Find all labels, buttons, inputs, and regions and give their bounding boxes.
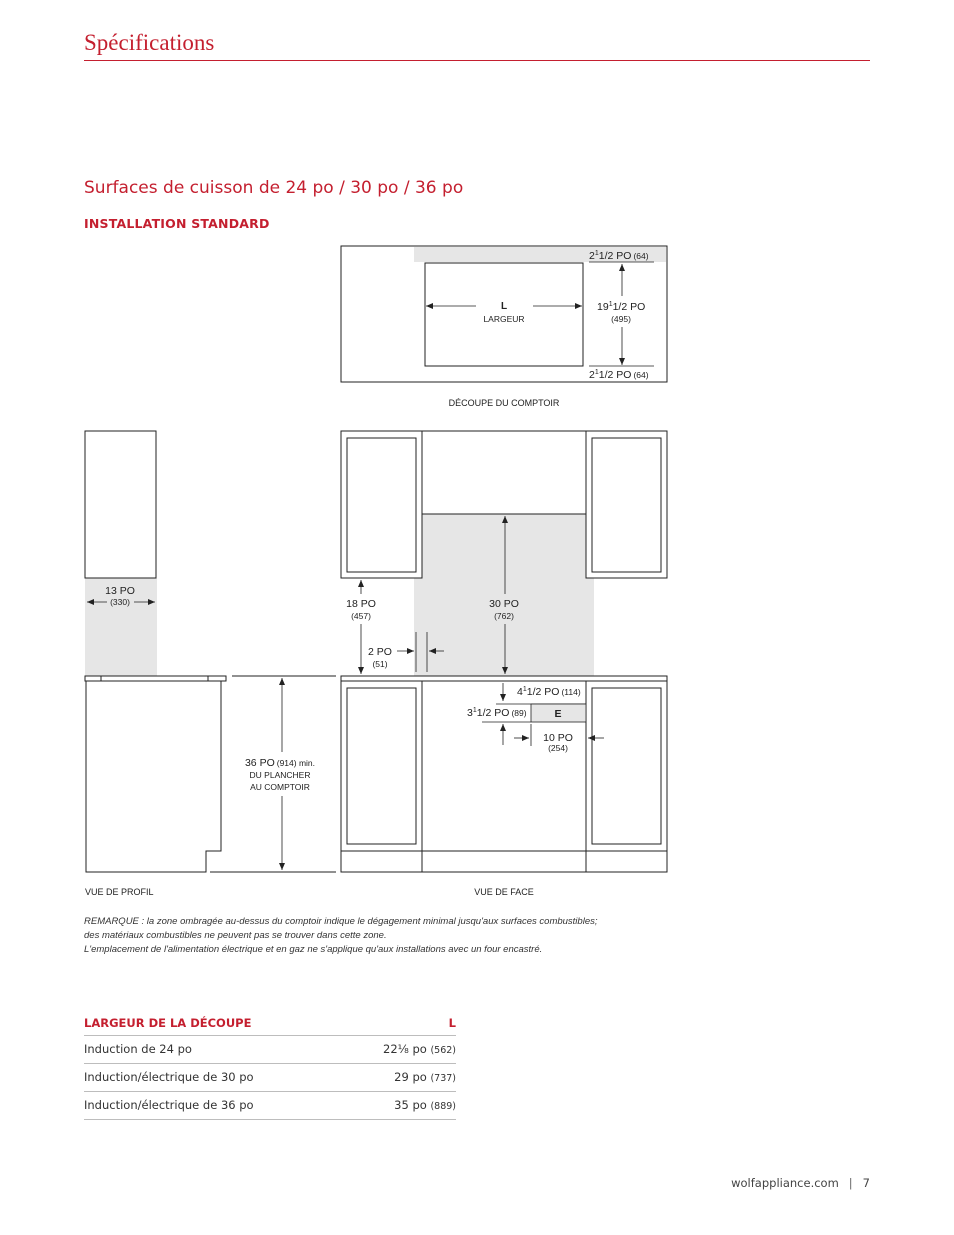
- profile-upper-cabinet: [85, 431, 156, 578]
- height-line2: DU PLANCHER: [249, 770, 311, 780]
- note-line-2: des matériaux combustibles ne peuvent pas se trouver dans cette zone.: [84, 930, 387, 941]
- overhang-label: 13 PO: [105, 585, 135, 597]
- cutout-diagram: [341, 246, 667, 408]
- row-value: 29 po (737): [344, 1064, 456, 1092]
- gap-label: 2 PO: [368, 646, 392, 658]
- height-line3: AU COMPTOIR: [250, 782, 310, 792]
- width-letter: L: [500, 301, 508, 312]
- page-title: Spécifications: [84, 30, 215, 55]
- footer-site: wolfappliance.com: [731, 1176, 839, 1190]
- front-view: [341, 431, 667, 897]
- depth-label: $19^11/2$ PO: [597, 301, 646, 313]
- top-clear-mm: (762): [494, 611, 514, 621]
- table-header-label: LARGEUR DE LA DÉCOUPE: [84, 1012, 344, 1036]
- table-header-row: [84, 1012, 456, 1036]
- gap-mm: (51): [372, 659, 388, 669]
- electrical-box-label: E: [554, 708, 562, 720]
- cutout-caption: DÉCOUPE DU COMPTOIR: [448, 398, 560, 408]
- row-label: Induction de 24 po: [84, 1036, 344, 1064]
- page-footer: [731, 1176, 870, 1190]
- e-height-label: $3^11/2$ PO (89): [467, 707, 527, 719]
- profile-caption: VUE DE PROFIL: [85, 887, 154, 897]
- row-label: Induction/électrique de 30 po: [84, 1064, 344, 1092]
- table-row: [84, 1036, 456, 1064]
- row-label: Induction/électrique de 36 po: [84, 1092, 344, 1120]
- page-number: 7: [862, 1176, 870, 1190]
- footer-separator: |: [848, 1176, 853, 1190]
- table-row: [84, 1092, 456, 1120]
- profile-base-cabinet: [86, 681, 221, 872]
- profile-view: [85, 431, 336, 897]
- front-caption: VUE DE FACE: [474, 887, 534, 897]
- note-line-1: REMARQUE : la zone ombragée au-dessus du comptoir indique le dégagement minimal jusqu'aux surfaces combustibles;: [84, 916, 598, 927]
- front-shaded-clearance: [414, 514, 594, 676]
- e-offset-mm: (254): [548, 743, 568, 753]
- side-clear-mm: (457): [351, 611, 371, 621]
- e-depth-label: $4^11/2$ PO (114): [517, 686, 581, 698]
- upper-cabinet-center: [422, 431, 586, 514]
- note-line-3: L'emplacement de l'alimentation électrique et en gaz ne s'applique qu'aux installations avec un four encastré.: [84, 944, 543, 955]
- overhang-mm: (330): [110, 597, 130, 607]
- side-clear-label: 18 PO: [346, 598, 376, 610]
- row-value: 22⅛ po (562): [344, 1036, 456, 1064]
- section-title: Surfaces de cuisson de 24 po / 30 po / 36 po: [84, 178, 464, 198]
- bottom-margin-label: $2^11/2$ PO (64): [589, 369, 649, 381]
- section-subtitle: INSTALLATION STANDARD: [84, 216, 270, 231]
- height-label: 36 PO (914) min.: [244, 757, 316, 769]
- upper-cabinet-right: [586, 431, 667, 578]
- profile-countertop: [85, 676, 226, 681]
- upper-cabinet-left: [341, 431, 422, 578]
- e-offset-label: 10 PO: [543, 732, 573, 744]
- top-clear-label: 30 PO: [489, 598, 519, 610]
- row-value: 35 po (889): [344, 1092, 456, 1120]
- table-row: [84, 1064, 456, 1092]
- top-margin-label: $2^11/2$ PO (64): [589, 250, 649, 262]
- cutout-width-table: [84, 1012, 456, 1120]
- base-cabinets: [341, 676, 667, 872]
- installation-note: [84, 915, 704, 957]
- depth-mm: (495): [611, 314, 631, 324]
- table-header-value: L: [344, 1012, 456, 1036]
- width-label: LARGEUR: [483, 314, 525, 324]
